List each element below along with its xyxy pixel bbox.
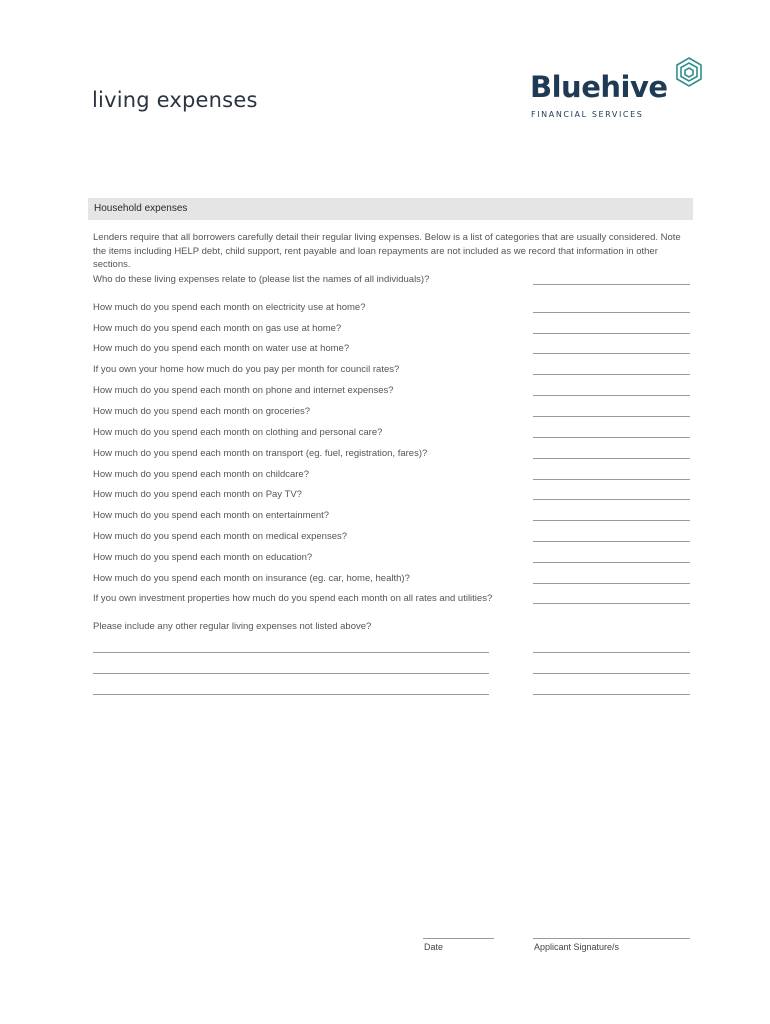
- question-row: [93, 364, 693, 380]
- other-expense-line[interactable]: [93, 694, 489, 695]
- answer-line[interactable]: [533, 353, 690, 354]
- logo-wordmark: Bluehive: [530, 70, 668, 104]
- question-label: How much do you spend each month on insurance (eg. car, home, health)?: [93, 573, 410, 584]
- other-expense-line[interactable]: [93, 673, 489, 674]
- question-row: [93, 302, 693, 318]
- question-row: [93, 489, 693, 505]
- question-label: How much do you spend each month on transport (eg. fuel, registration, fares)?: [93, 448, 428, 459]
- logo-tagline: FINANCIAL SERVICES: [531, 110, 644, 119]
- question-row: [93, 531, 693, 547]
- question-row: [93, 406, 693, 422]
- answer-line[interactable]: [533, 312, 690, 313]
- question-row: [93, 552, 693, 568]
- question-label: How much do you spend each month on clothing and personal care?: [93, 427, 383, 438]
- answer-line[interactable]: [533, 374, 690, 375]
- other-expenses-prompt: Please include any other regular living expenses not listed above?: [93, 621, 372, 632]
- other-expense-amount-line[interactable]: [533, 652, 690, 653]
- question-label: How much do you spend each month on childcare?: [93, 469, 309, 480]
- question-row: [93, 427, 693, 443]
- signature-label: Applicant Signature/s: [534, 942, 620, 952]
- answer-line[interactable]: [533, 284, 690, 285]
- question-label: How much do you spend each month on water use at home?: [93, 343, 350, 354]
- answer-line[interactable]: [533, 395, 690, 396]
- answer-line[interactable]: [533, 458, 690, 459]
- answer-line[interactable]: [533, 437, 690, 438]
- question-row: [93, 323, 693, 339]
- answer-line[interactable]: [533, 479, 690, 480]
- hexagon-logo-icon: [674, 56, 704, 88]
- question-label: How much do you spend each month on gas use at home?: [93, 323, 342, 334]
- question-row: [93, 343, 693, 359]
- answer-line[interactable]: [533, 562, 690, 563]
- question-row: [93, 593, 693, 609]
- answer-line[interactable]: [533, 520, 690, 521]
- question-row: [93, 274, 693, 290]
- intro-text: Lenders require that all borrowers carefully detail their regular living expenses. Below is a list of categories that are usually considered. Note the items including HELP debt, child support, rent payable and loan repayments are not included as we record that information in other sections.: [93, 232, 681, 270]
- question-label: How much do you spend each month on education?: [93, 552, 313, 563]
- answer-line[interactable]: [533, 499, 690, 500]
- signature-field-line[interactable]: [533, 938, 690, 939]
- question-row: [93, 573, 693, 589]
- question-label: If you own investment properties how much do you spend each month on all rates and utilities?: [93, 593, 493, 604]
- other-expense-amount-line[interactable]: [533, 694, 690, 695]
- page-title: living expenses: [92, 88, 258, 112]
- question-label: How much do you spend each month on medical expenses?: [93, 531, 348, 542]
- answer-line[interactable]: [533, 541, 690, 542]
- question-row: [93, 385, 693, 401]
- answer-line[interactable]: [533, 416, 690, 417]
- company-logo: [530, 56, 710, 126]
- question-row: [93, 469, 693, 485]
- date-field-line[interactable]: [423, 938, 494, 939]
- other-expense-line[interactable]: [93, 652, 489, 653]
- other-expense-amount-line[interactable]: [533, 673, 690, 674]
- answer-line[interactable]: [533, 603, 690, 604]
- section-header-bar: [88, 198, 693, 220]
- date-label: Date: [424, 942, 444, 952]
- question-label: How much do you spend each month on groceries?: [93, 406, 311, 417]
- question-label: How much do you spend each month on Pay TV?: [93, 489, 302, 500]
- answer-line[interactable]: [533, 333, 690, 334]
- answer-line[interactable]: [533, 583, 690, 584]
- section-title: Household expenses: [94, 203, 188, 214]
- question-row: [93, 448, 693, 464]
- question-row: [93, 510, 693, 526]
- question-label: Who do these living expenses relate to (please list the names of all individuals)?: [93, 274, 430, 285]
- question-label: If you own your home how much do you pay per month for council rates?: [93, 364, 400, 375]
- question-label: How much do you spend each month on entertainment?: [93, 510, 330, 521]
- question-label: How much do you spend each month on electricity use at home?: [93, 302, 366, 313]
- question-label: How much do you spend each month on phone and internet expenses?: [93, 385, 394, 396]
